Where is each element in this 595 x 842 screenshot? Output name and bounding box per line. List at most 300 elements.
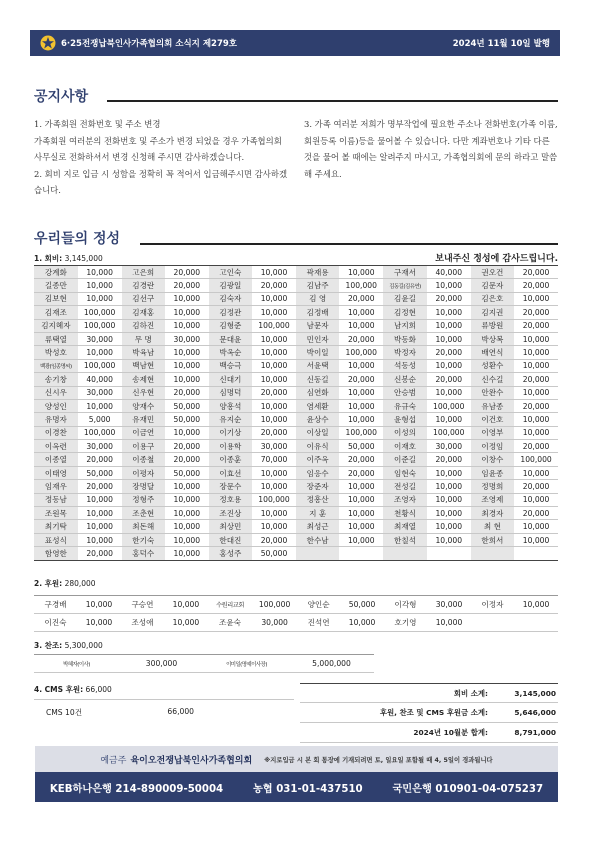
summary-row (300, 683, 558, 703)
donor-name: 윤형섭 (383, 413, 427, 426)
donation-amount: 20,000 (339, 453, 383, 466)
donor-name: 박육남 (122, 346, 166, 359)
donation-amount: 5,000 (78, 413, 122, 426)
table-row (34, 655, 374, 673)
cms-amount: 66,000 (167, 707, 194, 716)
notice-title: 공지사항 (34, 89, 89, 105)
donation-amount: 10,000 (427, 306, 471, 319)
donor-name: 백남현 (122, 359, 166, 372)
donor-name: 정명희 (471, 480, 515, 493)
donor-name: 김형준 (209, 319, 253, 332)
donor-name: 이태영 (34, 466, 78, 479)
donor-name: 신봉순 (383, 373, 427, 386)
donation-amount (514, 547, 558, 560)
gift-total: 5,300,000 (64, 641, 103, 650)
donor-name: 최 현 (471, 520, 515, 533)
donor-name: 심연화 (296, 386, 340, 399)
donation-amount: 10,000 (78, 533, 122, 546)
donor-name: 이건호 (471, 413, 515, 426)
table-row (34, 386, 558, 399)
donor-name: 김광일 (209, 279, 253, 292)
dues-table (34, 265, 558, 561)
donation-amount: 100,000 (78, 426, 122, 439)
donation-amount: 10,000 (514, 359, 558, 372)
donation-amount (339, 547, 383, 560)
newsletter-header (30, 30, 560, 56)
table-row (34, 547, 558, 560)
donor-name: 이용구 (122, 440, 166, 453)
table-row (34, 279, 558, 292)
donor-name: 장준자 (296, 480, 340, 493)
donor-name: 수원리교회 (208, 596, 252, 614)
donation-amount: 10,000 (78, 279, 122, 292)
donor-name: 이각형 (384, 596, 427, 614)
donor-name (383, 547, 427, 560)
donor-name: 홍성주 (209, 547, 253, 560)
donation-amount: 10,000 (339, 493, 383, 506)
donation-amount: 20,000 (339, 373, 383, 386)
donation-amount: 10,000 (165, 373, 209, 386)
donor-name: 구경배 (34, 596, 77, 614)
donation-amount: 20,000 (165, 440, 209, 453)
donor-name: 정동남 (34, 493, 78, 506)
donation-amount: 20,000 (339, 466, 383, 479)
donation-amount: 10,000 (78, 520, 122, 533)
cms-row (34, 707, 284, 718)
donor-name: 염세환 (296, 399, 340, 412)
donor-name: 이효선 (209, 466, 253, 479)
donor-name: 김남주 (296, 279, 340, 292)
donation-amount: 10,000 (514, 493, 558, 506)
table-row (34, 266, 558, 279)
table-row (34, 426, 558, 439)
donor-name: 김은호 (471, 292, 515, 305)
table-row (34, 399, 558, 412)
donation-amount: 10,000 (165, 319, 209, 332)
donor-name: 문대윤 (209, 332, 253, 345)
donation-amount: 10,000 (78, 346, 122, 359)
donor-name: 표성식 (34, 533, 78, 546)
donation-amount: 100,000 (514, 453, 558, 466)
donor-name: 성환수 (471, 359, 515, 372)
donation-amount: 20,000 (514, 319, 558, 332)
donor-name: 정형주 (122, 493, 166, 506)
account-owner: 육이오전쟁납북인사가족협의회 (130, 755, 253, 766)
summary-label: 회비 소계: (453, 688, 488, 698)
sponsor-total: 280,000 (64, 579, 96, 588)
table-row (34, 493, 558, 506)
donor-name: 김지권 (471, 306, 515, 319)
notice-divider (107, 100, 558, 102)
donation-amount: 100,000 (339, 426, 383, 439)
donor-name: 임재우 (34, 480, 78, 493)
donor-name: 배연식 (471, 346, 515, 359)
donation-amount: 10,000 (427, 386, 471, 399)
donor-name: 심명덕 (209, 386, 253, 399)
donation-amount: 20,000 (252, 279, 296, 292)
donation-amount: 10,000 (427, 507, 471, 520)
donor-name: 김동길(김유연) (383, 279, 427, 292)
donation-amount: 20,000 (78, 480, 122, 493)
donation-amount: 20,000 (427, 292, 471, 305)
donation-amount: 10,000 (165, 480, 209, 493)
cms-heading (34, 684, 112, 695)
donor-name: 박동화 (383, 332, 427, 345)
donation-amount: 10,000 (339, 386, 383, 399)
donor-name: 한칠석 (383, 533, 427, 546)
donor-name: 한수남 (296, 533, 340, 546)
donor-name: 안완수 (471, 386, 515, 399)
donor-name: 함영한 (34, 547, 78, 560)
donor-name: 이용학 (209, 440, 253, 453)
donation-amount: 10,000 (252, 346, 296, 359)
donation-amount: 20,000 (514, 373, 558, 386)
donations-title: 우리들의 정성 (34, 231, 121, 247)
donor-name: 윤상수 (296, 413, 340, 426)
donor-name: 조윤숙 (208, 614, 252, 632)
summary-row (300, 723, 558, 743)
donor-name: 신수길 (471, 373, 515, 386)
summary-value: 3,145,000 (514, 688, 556, 698)
donation-amount: 50,000 (339, 440, 383, 453)
donation-amount: 20,000 (165, 386, 209, 399)
donation-amount: 10,000 (78, 493, 122, 506)
donation-amount: 20,000 (427, 453, 471, 466)
donor-name: 이평자 (122, 466, 166, 479)
dues-label: 1. 회비: (34, 254, 63, 263)
donation-amount: 50,000 (165, 399, 209, 412)
donor-name: 고은희 (122, 266, 166, 279)
donation-amount: 10,000 (514, 596, 558, 614)
bank-accounts-bar (35, 772, 558, 802)
donor-name: 류택열 (34, 332, 78, 345)
donation-amount: 10,000 (339, 533, 383, 546)
donor-name: 조성애 (121, 614, 164, 632)
donor-name: 천황식 (383, 507, 427, 520)
thanks-message: 보내주신 정성에 감사드립니다. (435, 254, 558, 264)
table-row (34, 440, 558, 453)
donation-amount: 10,000 (252, 266, 296, 279)
donor-name: 이종열 (34, 453, 78, 466)
donor-name: 박혜자(이사) (34, 655, 119, 673)
donation-amount: 10,000 (514, 292, 558, 305)
donor-name: 송기창 (34, 373, 78, 386)
bank-owner-bar (35, 746, 558, 772)
table-row (34, 332, 558, 345)
donor-name: 민인자 (296, 332, 340, 345)
donor-name: 조진상 (209, 507, 253, 520)
donation-amount: 50,000 (165, 413, 209, 426)
donation-amount: 10,000 (252, 413, 296, 426)
donor-name: 한대진 (209, 533, 253, 546)
donor-name: 양흥석 (209, 399, 253, 412)
donor-name: 임윤종 (471, 466, 515, 479)
donor-name: 지 훈 (296, 507, 340, 520)
donation-amount: 20,000 (514, 507, 558, 520)
donation-amount: 20,000 (427, 373, 471, 386)
donation-amount: 20,000 (514, 306, 558, 319)
donor-name: 이영부 (471, 426, 515, 439)
donor-name: 박옥순 (209, 346, 253, 359)
donation-amount: 10,000 (339, 319, 383, 332)
donation-amount: 10,000 (252, 399, 296, 412)
donation-amount: 100,000 (339, 279, 383, 292)
donor-name: 이창수 (471, 453, 515, 466)
donor-name: 이미일(명예이사장) (204, 655, 289, 673)
donor-name: 이재호 (383, 440, 427, 453)
donor-name: 김정배 (296, 306, 340, 319)
donor-name: 최상민 (209, 520, 253, 533)
donation-amount: 30,000 (252, 440, 296, 453)
donor-name: 양재수 (122, 399, 166, 412)
donation-amount: 20,000 (339, 332, 383, 345)
donation-amount: 30,000 (252, 614, 297, 632)
summary-value: 8,791,000 (514, 728, 556, 737)
donation-amount: 10,000 (164, 614, 208, 632)
donation-amount: 10,000 (427, 359, 471, 372)
table-row (34, 373, 558, 386)
donation-amount: 20,000 (252, 386, 296, 399)
donor-name: 구승연 (121, 596, 164, 614)
donation-amount: 10,000 (514, 533, 558, 546)
donor-name: 신우현 (122, 386, 166, 399)
notice-right-column (304, 116, 559, 182)
donor-name: 고인숙 (209, 266, 253, 279)
donor-name: 이진숙 (34, 614, 77, 632)
donor-name: 김지혜자 (34, 319, 78, 332)
donation-amount: 300,000 (119, 655, 204, 673)
donor-name: 곽재용 (296, 266, 340, 279)
donor-name: 김정관 (209, 306, 253, 319)
issue-date: 2024년 11월 10일 발행 (452, 39, 550, 49)
donor-name: 이종훈 (209, 453, 253, 466)
donor-name: 최성근 (296, 520, 340, 533)
donation-amount: 10,000 (165, 507, 209, 520)
giro-note: ※지로입금 시 본 회 통장에 기재되려면 토, 일요일 포함될 때 4, 5일이 경과됩니다 (264, 756, 493, 764)
donation-amount: 10,000 (78, 399, 122, 412)
donation-amount: 10,000 (77, 596, 121, 614)
donation-amount: 10,000 (165, 306, 209, 319)
donation-amount: 30,000 (78, 332, 122, 345)
sponsor-label: 2. 후원: (34, 579, 63, 588)
sponsor-heading (34, 578, 96, 589)
donation-amount: 10,000 (339, 306, 383, 319)
cms-label: 4. CMS 후원: (34, 685, 84, 694)
donation-amount: 10,000 (165, 493, 209, 506)
donation-amount: 10,000 (77, 614, 121, 632)
donation-amount: 100,000 (427, 426, 471, 439)
donation-amount: 100,000 (78, 319, 122, 332)
donor-name: 이준길 (383, 453, 427, 466)
donation-amount: 10,000 (252, 373, 296, 386)
donation-amount: 10,000 (427, 480, 471, 493)
donation-amount: 30,000 (78, 440, 122, 453)
donation-amount: 100,000 (339, 346, 383, 359)
donation-amount: 100,000 (252, 596, 297, 614)
donor-name: 이종철 (122, 453, 166, 466)
donation-amount: 100,000 (78, 359, 122, 372)
donor-name: 남지희 (383, 319, 427, 332)
donation-amount: 10,000 (78, 292, 122, 305)
donation-amount: 40,000 (78, 373, 122, 386)
donation-amount: 10,000 (165, 426, 209, 439)
donations-divider (140, 243, 558, 245)
donation-amount: 20,000 (339, 292, 383, 305)
donor-name: 정흥산 (296, 493, 340, 506)
table-row (34, 319, 558, 332)
donation-amount: 10,000 (514, 426, 558, 439)
donor-name: 무 명 (122, 332, 166, 345)
donor-name: 조춘현 (122, 507, 166, 520)
donation-amount: 20,000 (78, 453, 122, 466)
donor-name: 한기숙 (122, 533, 166, 546)
dues-heading (34, 253, 103, 264)
table-row (34, 292, 558, 305)
donation-amount: 10,000 (427, 413, 471, 426)
donor-name: 박성호 (34, 346, 78, 359)
donor-name: 한희서 (471, 533, 515, 546)
donation-amount: 10,000 (252, 520, 296, 533)
donor-name: 홍덕수 (122, 547, 166, 560)
table-row (34, 507, 558, 520)
donation-amount: 20,000 (514, 480, 558, 493)
donor-name: 이옥련 (34, 440, 78, 453)
notice-item: 3. 가족 여러분 저희가 명부작업에 필요한 주소나 전화번호(가족 이름, 회원등록 이름)등을 물어볼 수 있습니다. 다만 계좌번호나 기타 다른 것을 물어 볼 때에는 알려주지 마시고, 가족협의회에 문의 하라고 말씀해 주세요. (304, 119, 558, 179)
donor-name: 이경찬 (34, 426, 78, 439)
donor-name: 유지순 (209, 413, 253, 426)
table-row (34, 480, 558, 493)
bank-info-box (35, 746, 558, 802)
table-row (34, 520, 558, 533)
donation-amount: 20,000 (514, 440, 558, 453)
summary-box (300, 683, 558, 743)
table-row (34, 413, 558, 426)
table-row (34, 453, 558, 466)
donation-amount: 10,000 (165, 547, 209, 560)
donor-name: 이상일 (296, 426, 340, 439)
donation-amount: 10,000 (339, 266, 383, 279)
donor-name: 김정현 (383, 306, 427, 319)
donation-amount: 30,000 (427, 440, 471, 453)
donation-amount: 10,000 (514, 386, 558, 399)
donor-name: 유남종 (471, 399, 515, 412)
donation-amount: 10,000 (165, 533, 209, 546)
donor-name: 이정임 (471, 440, 515, 453)
donor-name: 길종만 (34, 279, 78, 292)
donor-name: 김경란 (122, 279, 166, 292)
summary-row (300, 703, 558, 723)
donor-name: 권오건 (471, 266, 515, 279)
donor-name: 이정자 (471, 596, 514, 614)
gift-label: 3. 찬조: (34, 641, 63, 650)
donor-name (471, 547, 515, 560)
donor-name: 신동길 (296, 373, 340, 386)
donation-amount: 10,000 (252, 332, 296, 345)
newsletter-title: 6·25전쟁납북인사가족협의회 소식지 제279호 (61, 39, 238, 49)
donation-amount: 10,000 (252, 359, 296, 372)
donation-amount: 20,000 (165, 453, 209, 466)
donor-name: 이유식 (296, 440, 340, 453)
donor-name: 남문자 (296, 319, 340, 332)
donor-name: 조영제 (471, 493, 515, 506)
donation-amount: 10,000 (165, 359, 209, 372)
donor-name: 이성의 (383, 426, 427, 439)
donation-amount: 20,000 (514, 399, 558, 412)
summary-value: 5,646,000 (514, 708, 556, 717)
donation-amount: 10,000 (165, 292, 209, 305)
donor-name (296, 547, 340, 560)
donation-amount: 10,000 (339, 480, 383, 493)
donor-name: 구재서 (383, 266, 427, 279)
donor-name: 진석연 (297, 614, 340, 632)
donor-name: 이금연 (122, 426, 166, 439)
donation-amount: 50,000 (252, 547, 296, 560)
donor-name: 유명자 (34, 413, 78, 426)
donation-amount: 10,000 (427, 319, 471, 332)
donor-name: 박정자 (383, 346, 427, 359)
table-row (34, 596, 558, 614)
donation-amount: 10,000 (252, 466, 296, 479)
donor-name: 이주옥 (296, 453, 340, 466)
donor-name: 안승범 (383, 386, 427, 399)
donation-amount: 20,000 (165, 266, 209, 279)
summary-label: 2024년 10월분 합계: (413, 728, 488, 737)
donation-amount: 10,000 (514, 346, 558, 359)
donation-amount: 20,000 (514, 279, 558, 292)
donor-name: 호기영 (384, 614, 427, 632)
donor-name: 김 영 (296, 292, 340, 305)
donation-amount: 100,000 (252, 319, 296, 332)
donation-amount: 10,000 (339, 413, 383, 426)
donor-name: 임현숙 (383, 466, 427, 479)
cms-count: CMS 10건 (45, 708, 83, 717)
donor-name: 백광(임종명씨) (34, 359, 78, 372)
donor-name: 강계화 (34, 266, 78, 279)
donor-name: 김숙자 (209, 292, 253, 305)
donor-name: 류방원 (471, 319, 515, 332)
donation-amount: 10,000 (514, 466, 558, 479)
donor-name: 최돈해 (122, 520, 166, 533)
donation-amount: 10,000 (427, 279, 471, 292)
donor-name: 장문수 (209, 480, 253, 493)
donor-name: 박상복 (471, 332, 515, 345)
donor-name: 김재조 (34, 306, 78, 319)
donor-name: 최재열 (383, 520, 427, 533)
donation-amount: 10,000 (252, 292, 296, 305)
bank-account: 농협 031-01-437510 (252, 783, 363, 795)
donor-name: 조영자 (383, 493, 427, 506)
donation-amount: 10,000 (164, 596, 208, 614)
donation-amount: 10,000 (78, 507, 122, 520)
table-row (34, 359, 558, 372)
donor-name: 유재민 (122, 413, 166, 426)
donor-name: 전성길 (383, 480, 427, 493)
donation-amount: 50,000 (78, 466, 122, 479)
donation-amount: 70,000 (252, 453, 296, 466)
donation-amount: 10,000 (340, 614, 384, 632)
donation-amount: 10,000 (427, 493, 471, 506)
donor-name: 김보현 (34, 292, 78, 305)
donor-name: 김선구 (122, 292, 166, 305)
table-row (34, 533, 558, 546)
donor-name: 장명달 (122, 480, 166, 493)
donor-name: 백승극 (209, 359, 253, 372)
donation-amount: 10,000 (427, 533, 471, 546)
notice-item: 1. 가족회원 전화번호 및 주소 변경 (34, 119, 161, 129)
association-logo-icon (40, 35, 56, 51)
donation-amount: 10,000 (339, 507, 383, 520)
donation-amount: 10,000 (514, 332, 558, 345)
